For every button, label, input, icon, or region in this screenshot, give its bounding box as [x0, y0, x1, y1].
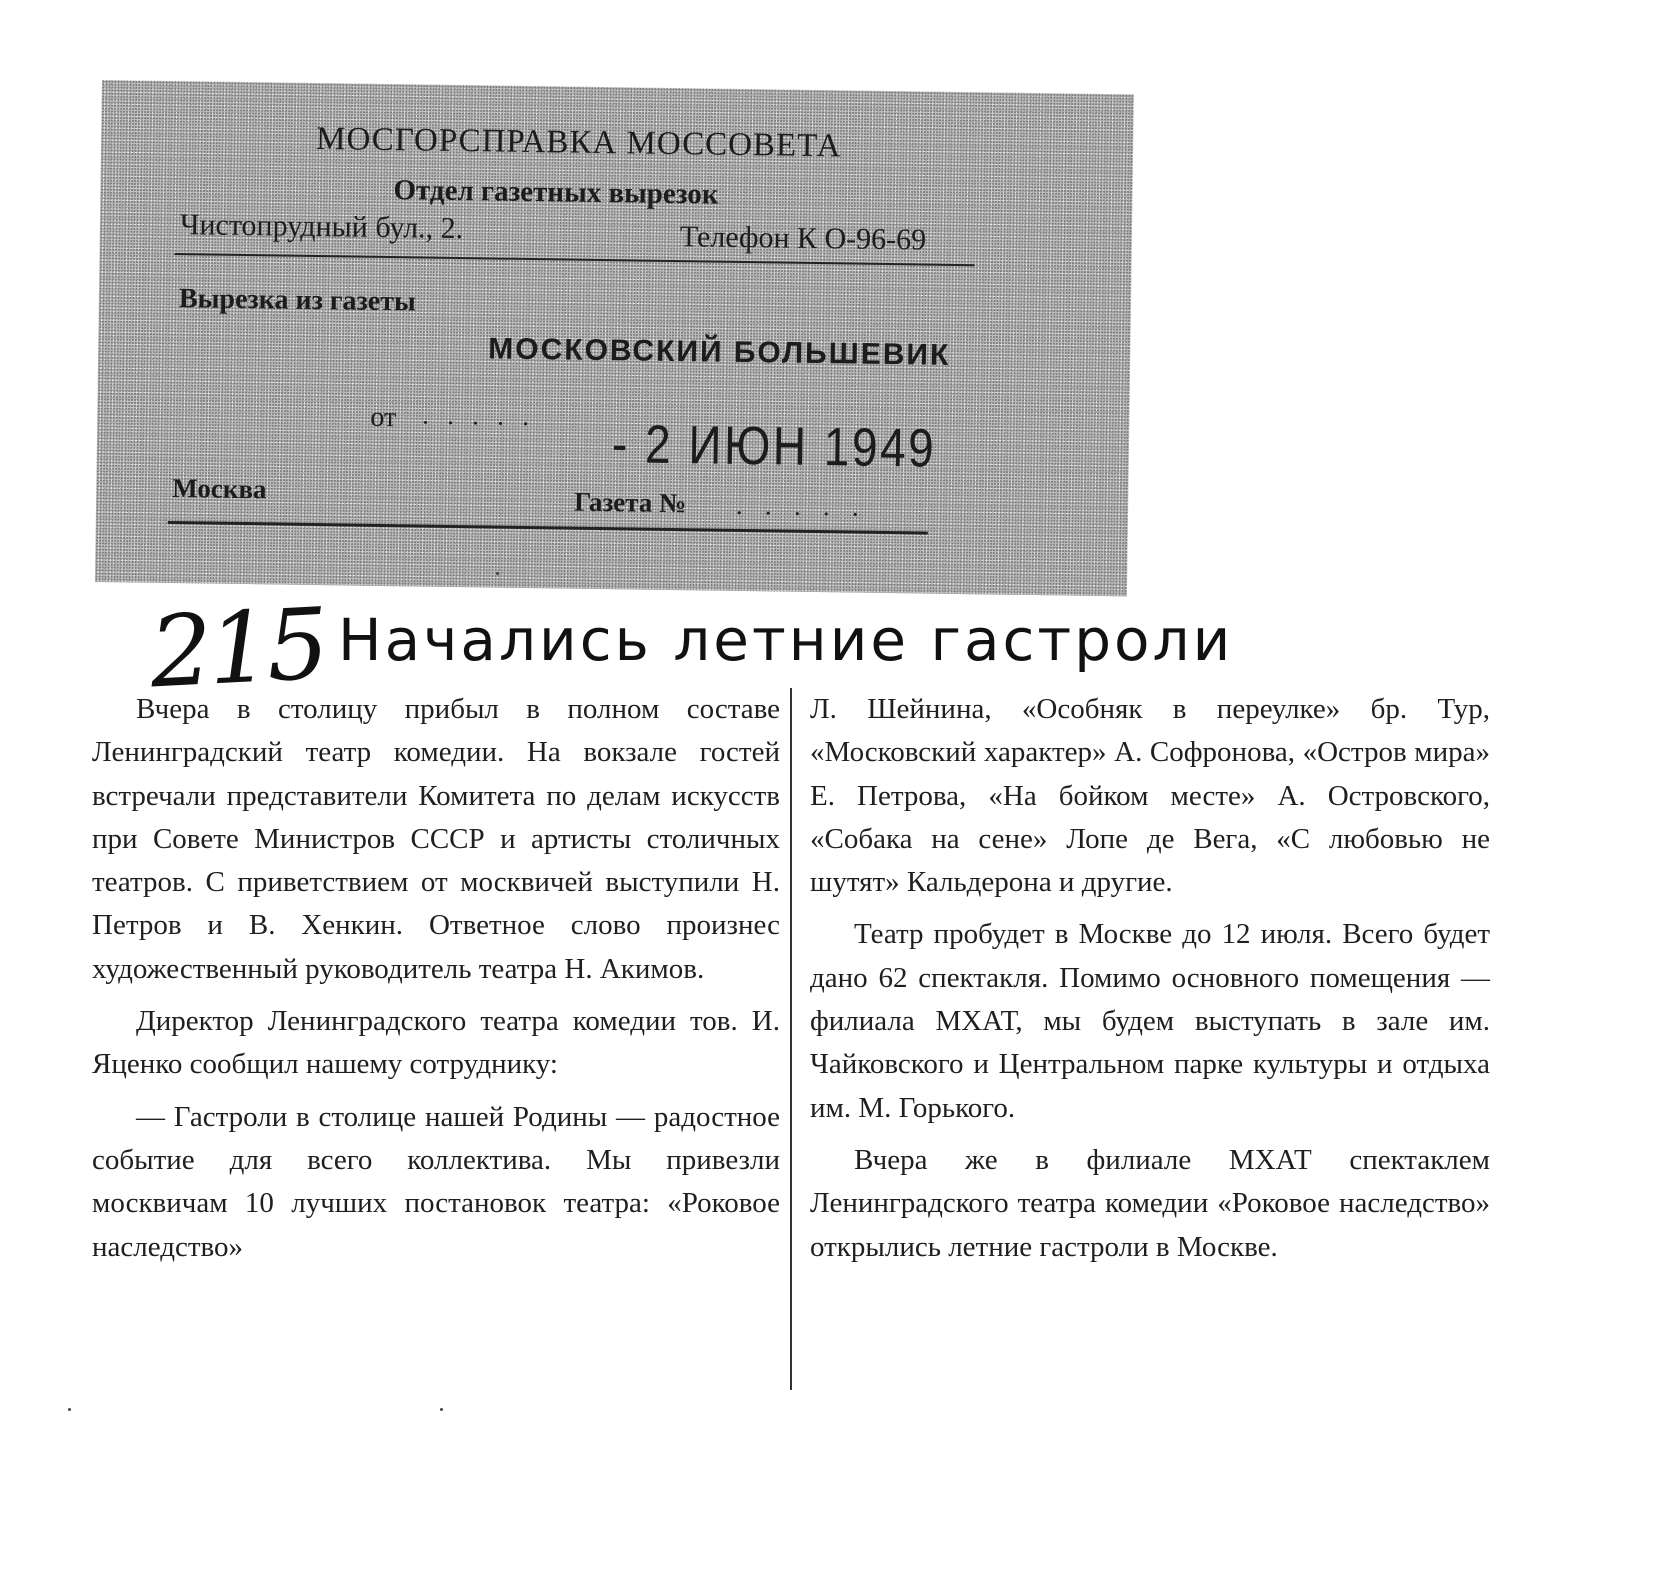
print-speck [68, 1408, 71, 1411]
print-speck [440, 1408, 443, 1411]
paragraph: Директор Ленинградского театра комедии тов. И. Яценко сообщил нашему сотруднику: [92, 1005, 780, 1081]
stamp-newspaper-name: МОСКОВСКИЙ БОЛЬШЕВИК [488, 332, 951, 372]
paragraph: Вчера же в филиале МХАТ спектаклем Ленинградского театра комедии «Роковое наследство» открылись летние гастроли в Москве. [810, 1143, 1490, 1263]
stamp-organization: МОСГОРСПРАВКА МОССОВЕТА [315, 120, 842, 165]
stamp-date-dots: . . . . . [422, 400, 536, 432]
stamp-department: Отдел газетных вырезок [393, 174, 719, 211]
stamp-city: Москва [172, 473, 267, 505]
stamp-issue-label: Газета № [573, 486, 687, 519]
handwritten-number: 215 [147, 587, 328, 711]
column-divider [790, 688, 792, 1390]
article-title: Начались летние гастроли [338, 606, 1234, 674]
paragraph: — Гастроли в столице нашей Родины — радостное событие для всего коллектива. Мы привезли москвичам 10 лучших постановок театра: «Роковое наследство» [92, 1100, 780, 1263]
stamp-phone: Телефон К О-96-69 [679, 220, 927, 257]
stamp-issue-dots: . . . . . [735, 490, 867, 522]
print-speck [496, 572, 499, 575]
stamp-clipping-label: Вырезка из газеты [178, 283, 417, 318]
stamp-date: - 2 ИЮН 1949 [611, 414, 937, 479]
stamp-bottom-divider [168, 521, 928, 535]
paragraph: Вчера в столицу прибыл в полном составе Ленинградский театр комедии. На вокзале гостей встречали представители Комитета по делам искусств при Совете Министров СССР и артисты столичных театров. С приветствием от москвичей выступили Н. Петров и В. Хенкин. Ответное слово произнес художественный руководитель театра Н. Акимов. [92, 693, 780, 985]
stamp-address: Чистопрудный бул., 2. [179, 208, 464, 246]
article-right-column [810, 688, 1490, 1278]
clipping-stamp [95, 80, 1134, 596]
article-left-column [92, 688, 780, 1278]
paragraph: Л. Шейнина, «Особняк в переулке» бр. Тур, «Московский характер» А. Софронова, «Остров мира» Е. Петрова, «На бойком месте» А. Островского, «Собака на сене» Лопе де Вега, «С любовью не шутят» Кальдерона и другие. [810, 693, 1490, 899]
stamp-from-label: от [370, 401, 397, 434]
paragraph: Театр пробудет в Москве до 12 июля. Всего будет дано 62 спектакля. Помимо основного помещения — филиала МХАТ, мы будем выступать в зале им. Чайковского и Центральном парке культуры и отдыха им. М. Горького. [810, 918, 1490, 1124]
